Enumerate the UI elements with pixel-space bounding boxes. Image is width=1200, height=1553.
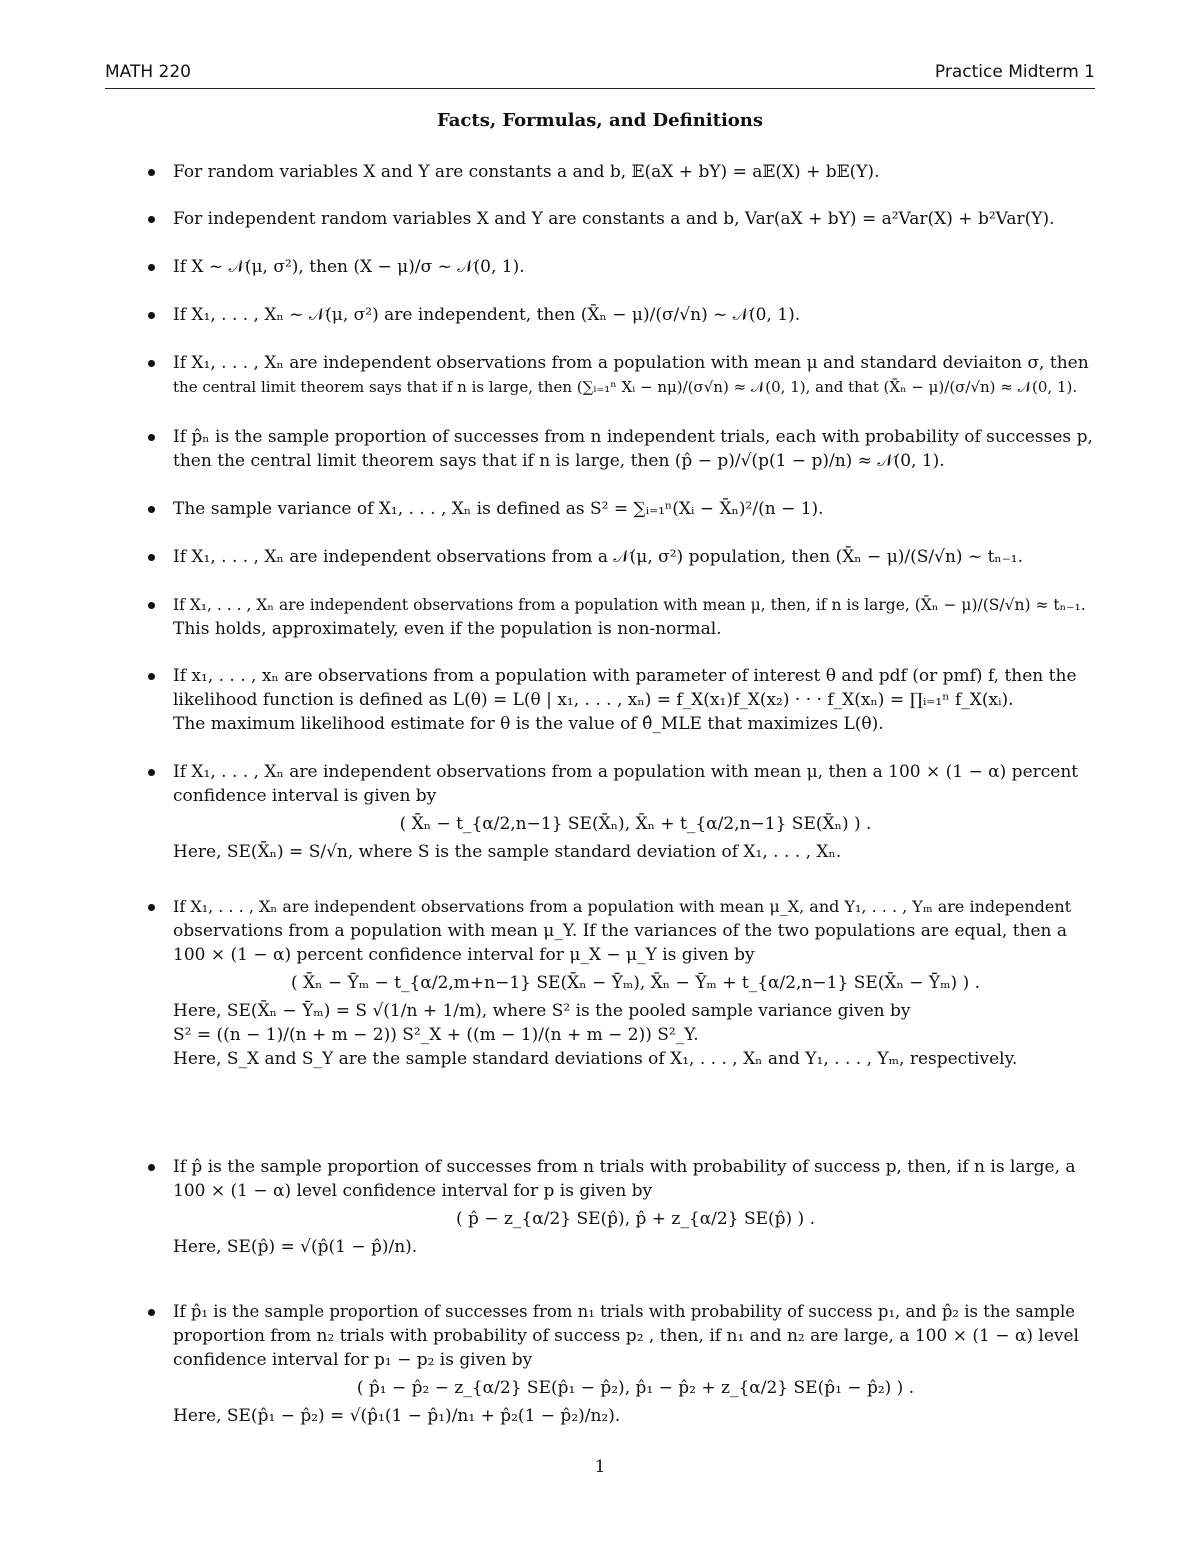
formula-line: If p̂ is the sample proportion of successes from n trials with probability of success p, then, if n is large, a <box>173 1157 1076 1177</box>
formula-item <box>148 207 1098 231</box>
formula-item <box>148 760 1098 864</box>
formula-text <box>173 497 1098 521</box>
running-header <box>105 62 1095 89</box>
formula-line: For random variables X and Y are constants a and b, 𝔼(aX + bY) = a𝔼(X) + b𝔼(Y). <box>173 162 880 182</box>
formula-item <box>148 895 1098 1071</box>
formula-note: Here, SE(X̄ₙ) = S/√n, where S is the sample standard deviation of X₁, . . . , Xₙ. <box>173 842 842 862</box>
bullet-icon <box>148 1309 155 1316</box>
formula-line: If x₁, . . . , xₙ are observations from a population with parameter of interest θ and pdf (or pmf) f, then the <box>173 666 1077 686</box>
display-formula: ( X̄ₙ − t_{α/2,n−1} SE(X̄ₙ), X̄ₙ + t_{α/2,n−1} SE(X̄ₙ) ) . <box>399 814 872 834</box>
bullet-icon <box>148 1164 155 1171</box>
bullet-icon <box>148 769 155 776</box>
formula-item <box>148 1300 1098 1428</box>
formula-line: If X₁, . . . , Xₙ are independent observations from a population with mean μ, then a 100 × (1 − α) percent <box>173 762 1079 782</box>
bullet-icon <box>148 506 155 513</box>
formula-line: For independent random variables X and Y are constants a and b, Var(aX + bY) = a²Var(X) + b²Var(Y). <box>173 209 1055 229</box>
formula-note: Here, S_X and S_Y are the sample standard deviations of X₁, . . . , Xₙ and Y₁, . . . , Yₘ, respectively. <box>173 1049 1018 1069</box>
formula-line: If X₁, . . . , Xₙ ~ 𝒩(μ, σ²) are independent, then (X̄ₙ − μ)/(σ/√n) ~ 𝒩(0, 1). <box>173 305 801 325</box>
course-label: MATH 220 <box>105 62 191 82</box>
bullet-icon <box>148 904 155 911</box>
formula-note: Here, SE(p̂) = √(p̂(1 − p̂)/n). <box>173 1237 418 1257</box>
formula-item <box>148 664 1098 736</box>
formula-item <box>148 425 1098 473</box>
bullet-icon <box>148 360 155 367</box>
formula-text <box>173 895 1098 1071</box>
formula-line: If X₁, . . . , Xₙ are independent observations from a population with mean μ and standard deviaiton σ, then <box>173 353 1089 373</box>
formula-line: The sample variance of X₁, . . . , Xₙ is defined as S² = ∑ᵢ₌₁ⁿ(Xᵢ − X̄ₙ)²/(n − 1). <box>173 499 824 519</box>
bullet-icon <box>148 434 155 441</box>
formula-text <box>173 593 1098 641</box>
display-formula: ( p̂ − z_{α/2} SE(p̂), p̂ + z_{α/2} SE(p̂) ) . <box>456 1209 815 1229</box>
formula-text <box>173 303 1098 327</box>
formula-item <box>148 351 1098 399</box>
formula-line: If X₁, . . . , Xₙ are independent observations from a population with mean μ, then, if n is large, (X̄ₙ − μ)/(S/√n) ≈ tₙ₋₁. <box>173 596 1086 614</box>
formula-item <box>148 160 1098 184</box>
formula-item <box>148 1155 1098 1259</box>
formula-text <box>173 351 1098 399</box>
formula-line: The maximum likelihood estimate for θ is the value of θ̂_MLE that maximizes L(θ). <box>173 714 884 734</box>
formula-line: If p̂₁ is the sample proportion of successes from n₁ trials with probability of success p₁, and p̂₂ is the sample <box>173 1302 1076 1321</box>
bullet-icon <box>148 264 155 271</box>
formula-text <box>173 160 1098 184</box>
bullet-icon <box>148 673 155 680</box>
formula-item <box>148 303 1098 327</box>
formula-line: confidence interval for p₁ − p₂ is given by <box>173 1350 533 1370</box>
formula-line: likelihood function is defined as L(θ) = L(θ | x₁, . . . , xₙ) = f_X(x₁)f_X(x₂) · · · f_X(xₙ) = ∏ᵢ₌₁ⁿ f_X(xᵢ). <box>173 690 1014 710</box>
formula-text <box>173 1155 1098 1259</box>
bullet-icon <box>148 602 155 609</box>
formula-note: S² = ((n − 1)/(n + m − 2)) S²_X + ((m − 1)/(n + m − 2)) S²_Y. <box>173 1025 699 1045</box>
formula-line: observations from a population with mean μ_Y. If the variances of the two populations are equal, then a <box>173 921 1068 941</box>
formula-line: proportion from n₂ trials with probability of success p₂ , then, if n₁ and n₂ are large, a 100 × (1 − α) level <box>173 1326 1079 1346</box>
display-formula: ( p̂₁ − p̂₂ − z_{α/2} SE(p̂₁ − p̂₂), p̂₁ − p̂₂ + z_{α/2} SE(p̂₁ − p̂₂) ) . <box>356 1378 915 1398</box>
bullet-icon <box>148 554 155 561</box>
formula-line: the central limit theorem says that if n is large, then (∑ᵢ₌₁ⁿ Xᵢ − nμ)/(σ√n) ≈ 𝒩(0, 1), and that (X̄ₙ − μ)/(σ/√n) ≈ 𝒩(0, 1). <box>173 378 1078 396</box>
bullet-icon <box>148 312 155 319</box>
formula-line: If p̂ₙ is the sample proportion of successes from n independent trials, each with probability of successes p, <box>173 427 1093 447</box>
formula-text <box>173 760 1098 864</box>
formula-note: Here, SE(X̄ₙ − Ȳₘ) = S √(1/n + 1/m), where S² is the pooled sample variance given by <box>173 1001 911 1021</box>
page-title: Facts, Formulas, and Definitions <box>436 110 764 131</box>
bullet-icon <box>148 169 155 176</box>
page-number: 1 <box>594 1457 606 1477</box>
formula-item <box>148 255 1098 279</box>
formula-text <box>173 255 1098 279</box>
document-label: Practice Midterm 1 <box>934 62 1095 82</box>
formula-line: then the central limit theorem says that if n is large, then (p̂ − p)/√(p(1 − p)/n) ≈ 𝒩(0, 1). <box>173 451 945 471</box>
formula-line: confidence interval is given by <box>173 786 437 806</box>
display-formula: ( X̄ₙ − Ȳₘ − t_{α/2,m+n−1} SE(X̄ₙ − Ȳₘ), X̄ₙ − Ȳₘ + t_{α/2,n−1} SE(X̄ₙ − Ȳₘ) ) . <box>290 973 981 993</box>
bullet-icon <box>148 216 155 223</box>
formula-line: 100 × (1 − α) level confidence interval for p is given by <box>173 1181 653 1201</box>
formula-text <box>173 207 1098 231</box>
formula-text <box>173 1300 1098 1428</box>
formula-line: 100 × (1 − α) percent confidence interval for μ_X − μ_Y is given by <box>173 945 755 965</box>
formula-line: If X ~ 𝒩(μ, σ²), then (X − μ)/σ ~ 𝒩(0, 1). <box>173 257 525 277</box>
formula-line: This holds, approximately, even if the population is non-normal. <box>173 619 722 639</box>
formula-item <box>148 497 1098 521</box>
formula-item <box>148 545 1098 569</box>
formula-note: Here, SE(p̂₁ − p̂₂) = √(p̂₁(1 − p̂₁)/n₁ + p̂₂(1 − p̂₂)/n₂). <box>173 1406 621 1426</box>
formula-line: If X₁, . . . , Xₙ are independent observations from a 𝒩(μ, σ²) population, then (X̄ₙ − μ)/(S/√n) ~ tₙ₋₁. <box>173 547 1023 567</box>
formula-item <box>148 593 1098 641</box>
formula-text <box>173 664 1098 736</box>
formula-line: If X₁, . . . , Xₙ are independent observations from a population with mean μ_X, and Y₁, . . . , Yₘ are independent <box>173 897 1072 916</box>
formula-text <box>173 425 1098 473</box>
formula-text <box>173 545 1098 569</box>
